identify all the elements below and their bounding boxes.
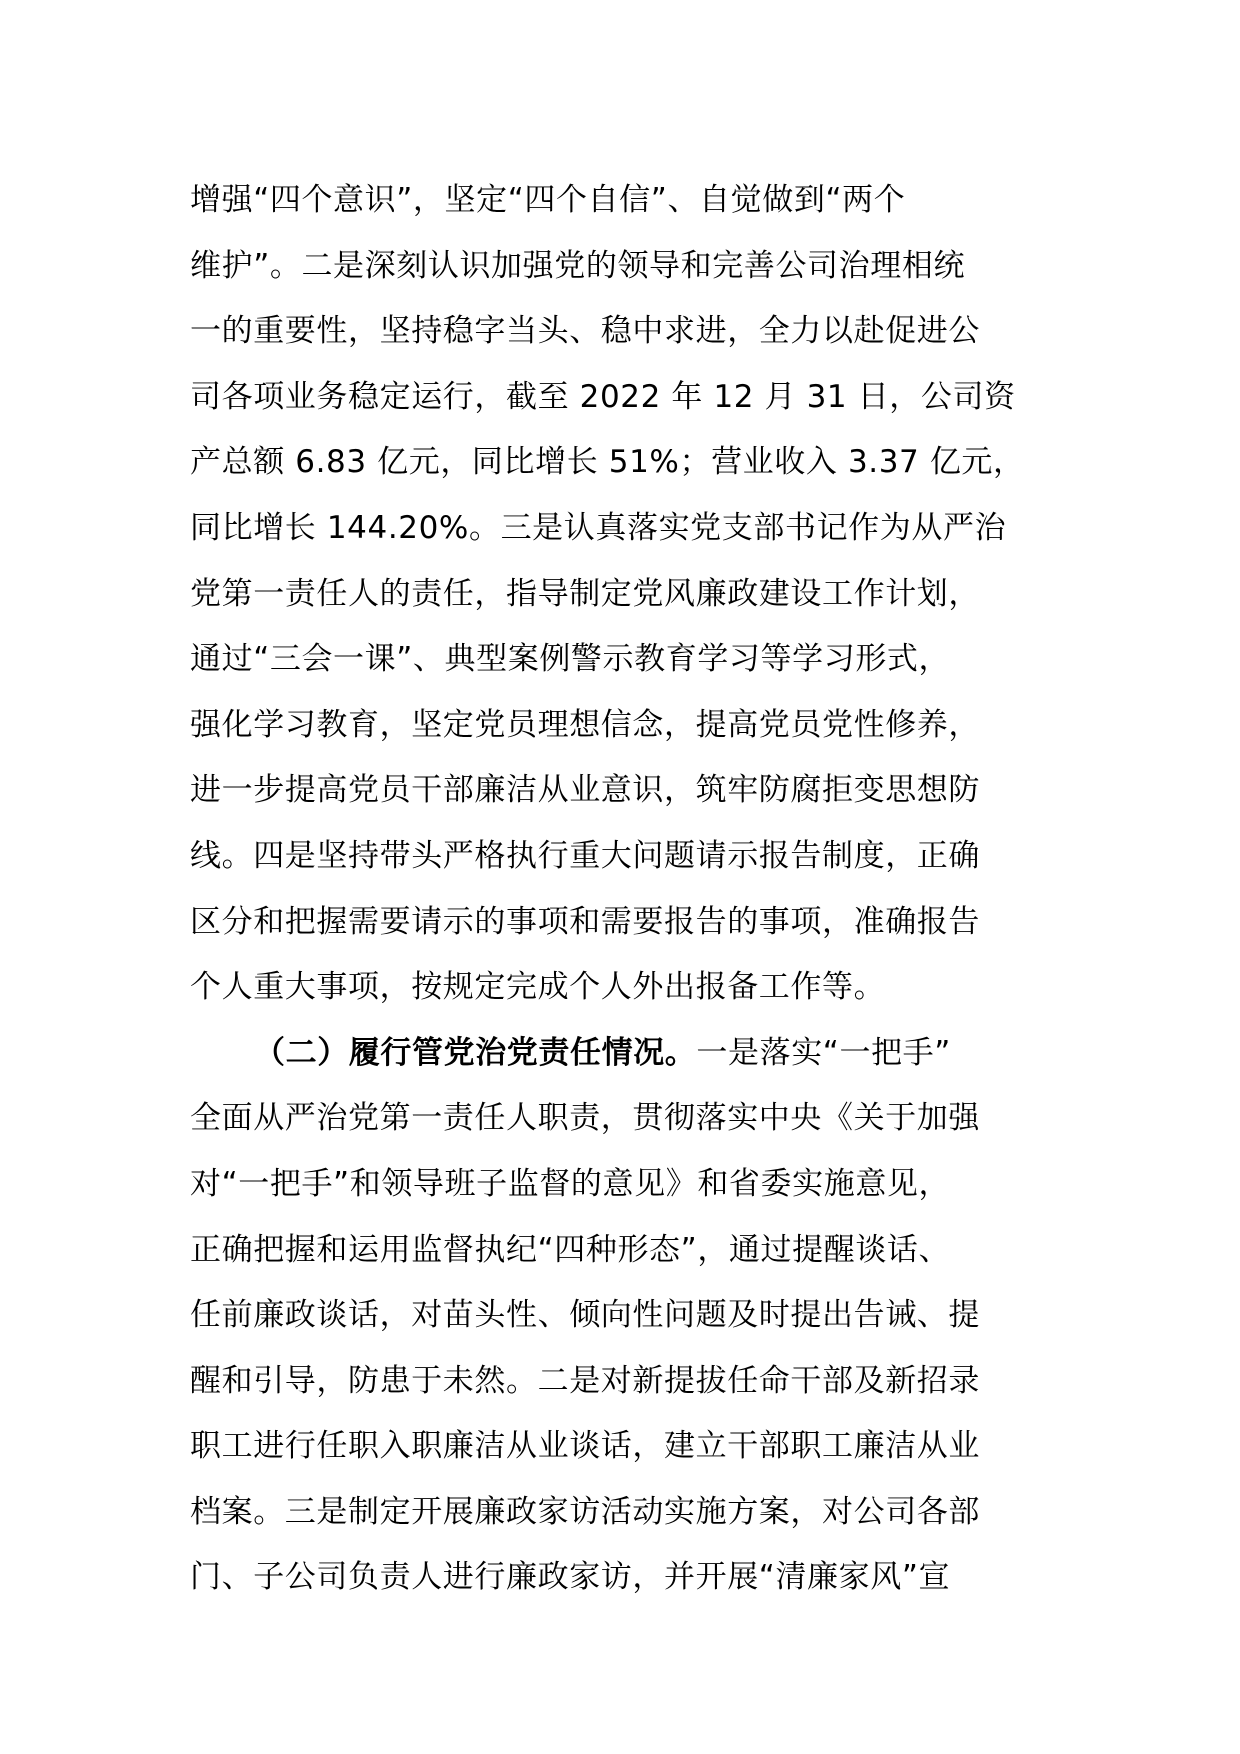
text-line: 进一步提高党员干部廉洁从业意识，筑牢防腐拒变思想防 (190, 772, 980, 809)
text-line: 维护”。二是深刻认识加强党的领导和完善公司治理相统 (190, 247, 966, 284)
text-line: 通过“三会一课”、典型案例警示教育学习等学习形式， (190, 641, 951, 678)
text-line: 对“一把手”和领导班子监督的意见》和省委实施意见， (190, 1165, 951, 1202)
text-line: 个人重大事项，按规定完成个人外出报备工作等。 (190, 969, 886, 1006)
text-line: 职工进行任职入职廉洁从业谈话，建立干部职工廉洁从业 (190, 1428, 980, 1465)
text-line: 任前廉政谈话，对苗头性、倾向性问题及时提出告诫、提 (190, 1297, 980, 1334)
text-line: 醒和引导，防患于未然。二是对新提拔任命干部及新招录 (190, 1362, 980, 1399)
section-heading: （二）履行管党治党责任情况。 (254, 1034, 697, 1071)
text-line: 门、子公司负责人进行廉政家访，并开展“清廉家风”宣 (190, 1559, 951, 1596)
text-line: 同比增长 144.20%。三是认真落实党支部书记作为从严治 (190, 509, 1007, 546)
text-line: 正确把握和运用监督执纪“四种形态”，通过提醒谈话、 (190, 1231, 951, 1268)
body-text (190, 168, 1060, 1611)
text-line: 司各项业务稳定运行，截至 2022 年 12 月 31 日，公司资 (190, 378, 1016, 415)
text-line: 产总额 6.83 亿元，同比增长 51%；营业收入 3.37 亿元， (190, 444, 1025, 481)
text-line: 增强“四个意识”，坚定“四个自信”、自觉做到“两个 (190, 182, 906, 218)
text-line: 强化学习教育，坚定党员理想信念，提高党员党性修养， (190, 706, 980, 743)
text-line: 一的重要性，坚持稳字当头、稳中求进，全力以赴促进公 (190, 313, 980, 350)
section-first-line-text: 一是落实“一把手” (696, 1034, 951, 1071)
text-line: 线。四是坚持带头严格执行重大问题请示报告制度，正确 (190, 837, 980, 874)
text-line: 全面从严治党第一责任人职责，贯彻落实中央《关于加强 (190, 1100, 980, 1137)
text-line: 档案。三是制定开展廉政家访活动实施方案，对公司各部 (190, 1493, 980, 1530)
text-line: 区分和把握需要请示的事项和需要报告的事项，准确报告 (190, 903, 980, 940)
section-first-line (190, 1021, 1060, 1087)
text-line: 党第一责任人的责任，指导制定党风廉政建设工作计划， (190, 575, 980, 612)
